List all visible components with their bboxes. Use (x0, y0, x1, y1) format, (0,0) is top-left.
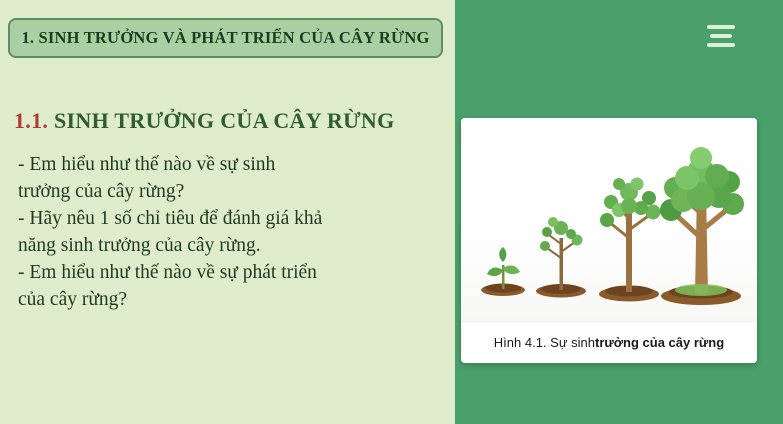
figure-card (461, 118, 757, 363)
section-heading-label: SINH TRƯỞNG CỦA CÂY RỪNG (54, 108, 395, 133)
tree-stage-2-icon (536, 217, 586, 298)
page-title: 1. SINH TRƯỞNG VÀ PHÁT TRIỂN CỦA CÂY RỪNG (21, 28, 430, 47)
menu-bar-1 (707, 25, 735, 29)
menu-bar-3 (707, 43, 735, 47)
tree-stage-1-icon (481, 247, 525, 296)
trees-svg (461, 118, 757, 321)
body-line: - Hãy nêu 1 số chỉ tiêu để đánh giá khả (18, 207, 323, 229)
section-number: 1.1. (14, 108, 49, 133)
slide-title-box (8, 18, 443, 58)
section-heading (14, 108, 444, 134)
tree-stage-4-icon (660, 147, 744, 305)
body-line: của cây rừng? (18, 288, 128, 310)
hamburger-menu-icon[interactable] (703, 20, 739, 52)
body-line: - Em hiểu như thế nào về sự sinh (18, 154, 276, 175)
menu-bar-2 (710, 34, 732, 38)
figure-caption-bold: trưởng của cây rừng (594, 335, 725, 350)
body-text-block (18, 152, 442, 314)
body-line: - Em hiểu như thế nào về sự phát triển (18, 261, 317, 283)
figure-caption-prefix: Hình 4.1. Sự sinh (493, 335, 595, 350)
body-line: năng sinh trưởng của cây rừng. (18, 234, 261, 256)
ground-line (461, 301, 757, 303)
figure-caption (461, 321, 757, 363)
tree-growth-illustration (461, 118, 757, 321)
body-line: trưởng của cây rừng? (18, 180, 185, 202)
tree-stage-3-icon (599, 178, 661, 302)
